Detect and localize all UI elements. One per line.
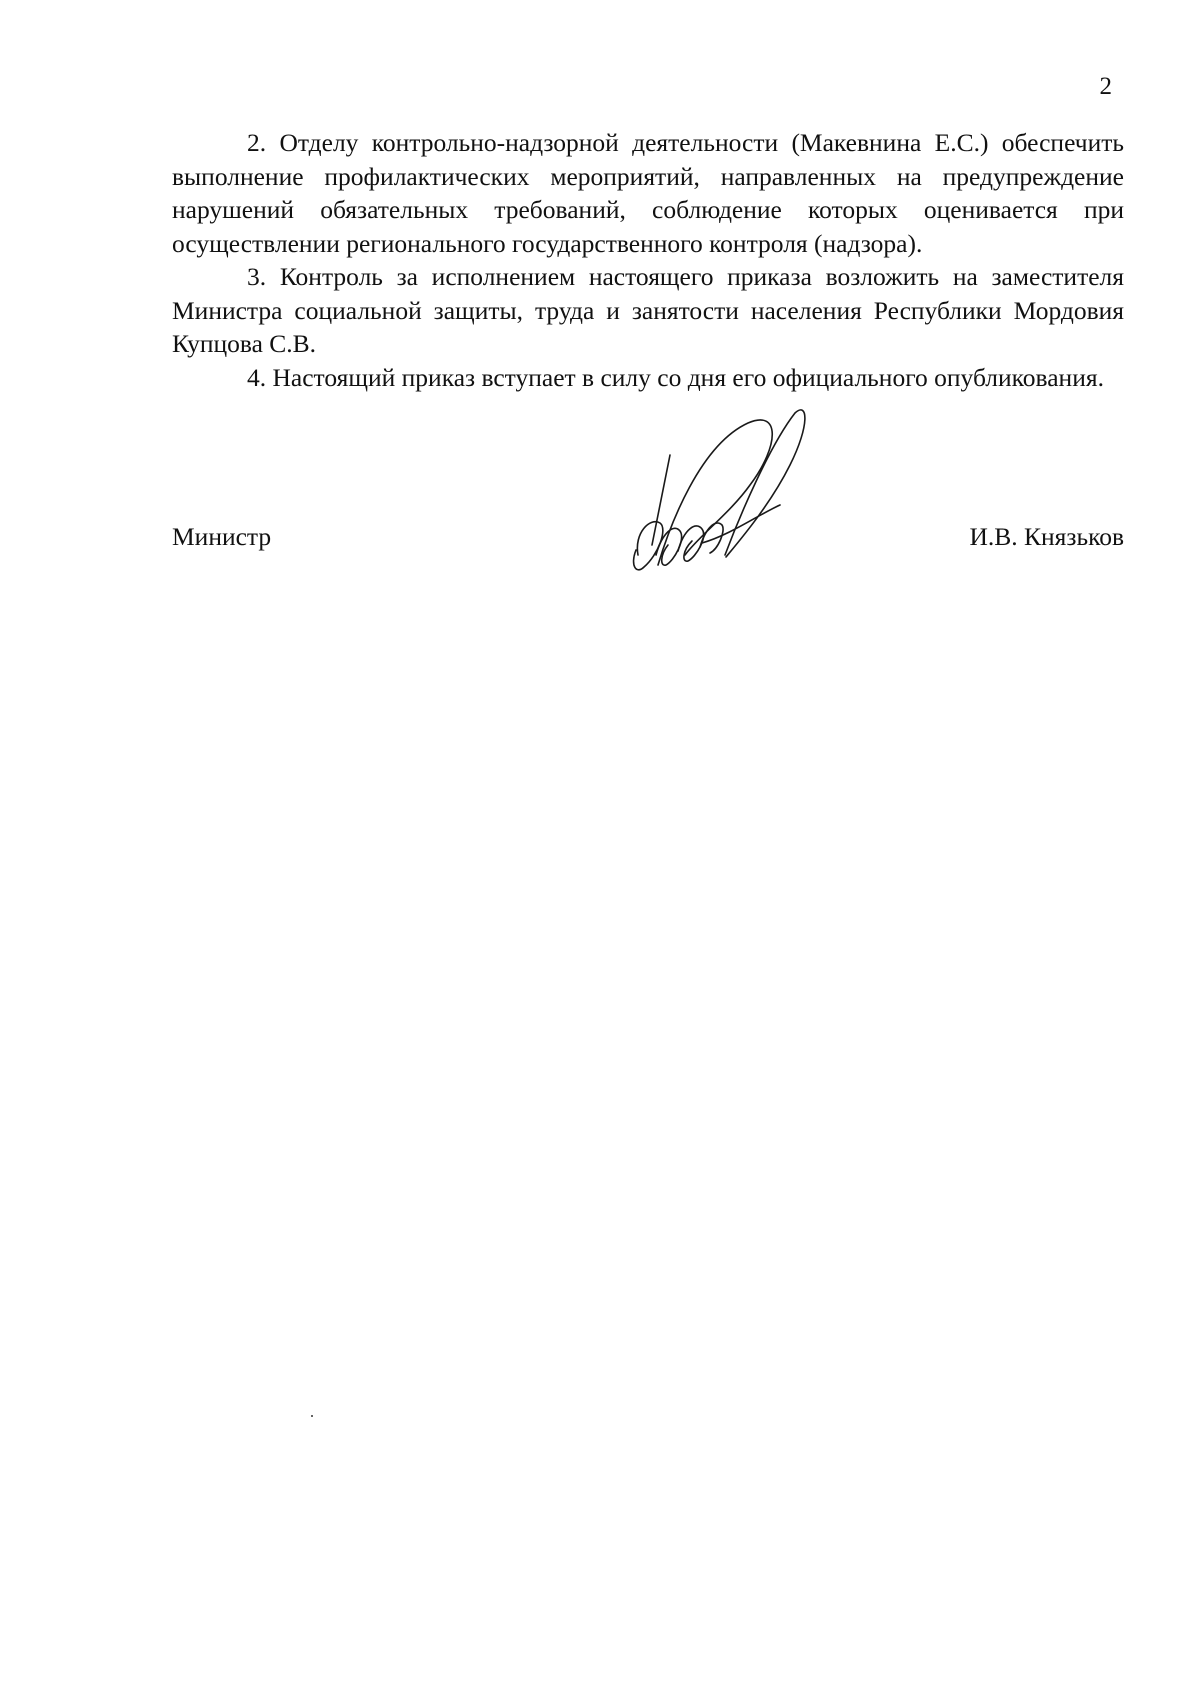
scan-speck xyxy=(311,1415,313,1417)
paragraph-2: 2. Отделу контрольно-надзорной деятельности (Макевнина Е.С.) обеспечить выполнение профилактических мероприятий, направленных на предупреждение нарушений обязательных требований, соблюдение которых оценивается при осуществлении регионального государственного контроля (надзора). xyxy=(172,128,1124,258)
paragraph-4: 4. Настоящий приказ вступает в силу со дня его официального опубликования. xyxy=(247,362,1104,392)
signer-name: И.В. Князьков xyxy=(969,522,1124,551)
page-number: 2 xyxy=(1099,73,1112,100)
paragraph-3: 3. Контроль за исполнением настоящего приказа возложить на заместителя Министра социальной защиты, труда и занятости населения Республики Мордовия Купцова С.В. xyxy=(172,262,1124,358)
position-title: Министр xyxy=(172,522,272,551)
document-body xyxy=(172,126,1124,394)
signature-block xyxy=(172,520,1124,556)
